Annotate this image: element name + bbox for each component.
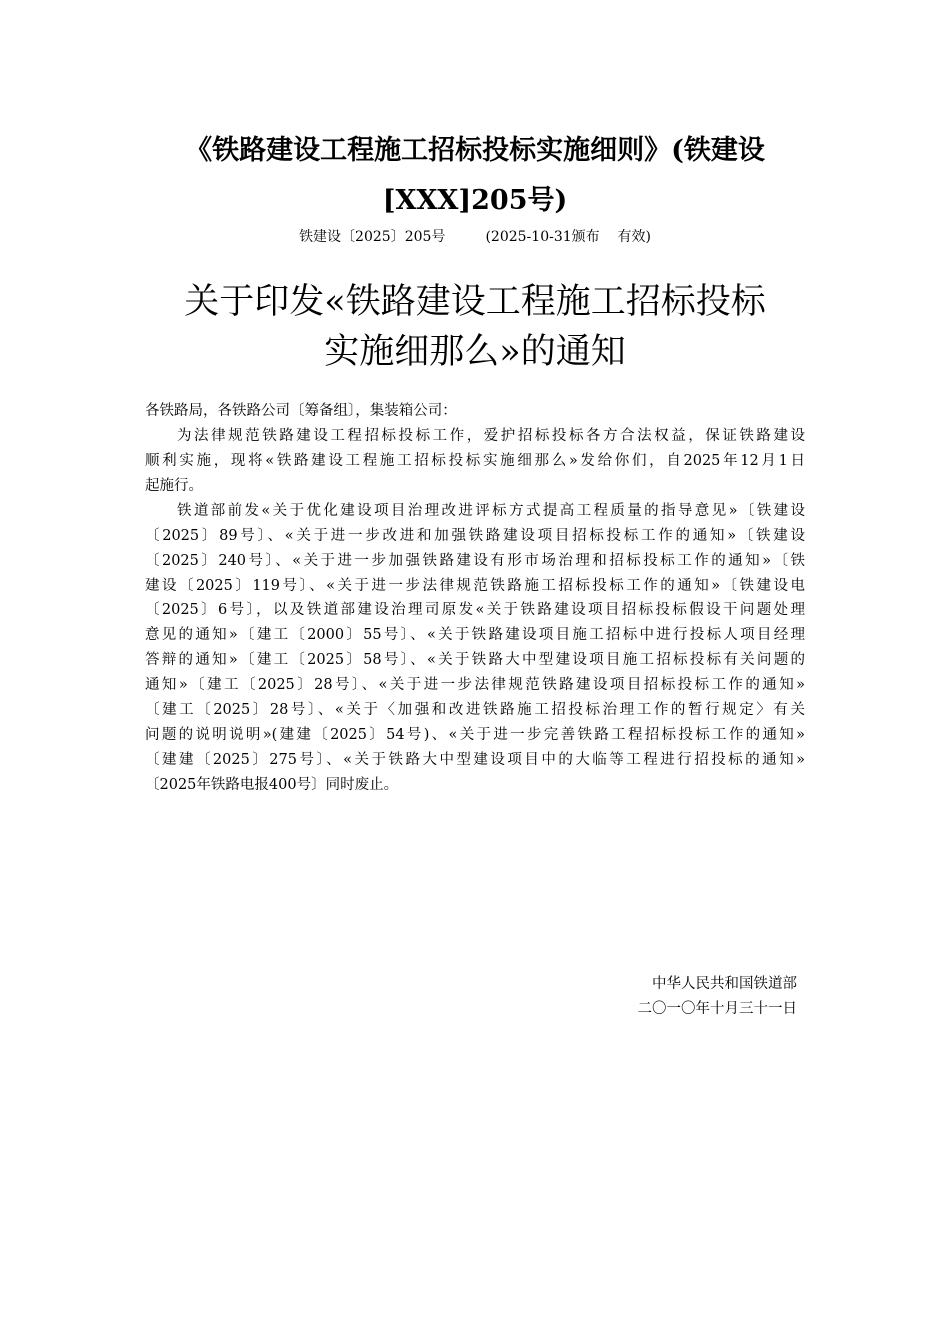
paragraph-2-line: 〔2025〕89号〕、«关于进一步改进和加强铁路建设项目招标投标工作的通知»〔铁建设 [145,528,805,544]
paragraph-2-line: 建设〔2025〕119号〕、«关于进一步法律规范铁路施工招标投标工作的通知»〔铁建设电 [145,578,805,594]
paragraph-2-line: 〔建工〔2025〕28号〕、«关于〈加强和改进铁路施工招投标治理工作的暂行规定〉有关 [145,702,805,718]
paragraph-2-line: 〔建建〔2025〕275号〕、«关于铁路大中型建设项目中的大临等工程进行招投标的通知» [145,752,805,768]
paragraph-2-line: 通知»〔建工〔2025〕28号〕、«关于进一步法律规范铁路建设项目招标投标工作的通知» [145,677,805,693]
signature-issuer: 中华人民共和国铁道部 [652,976,797,992]
document-title-line-2: [XXX]205号) [382,185,568,216]
notice-title-line-2: 实施细那么»的通知 [324,332,626,372]
paragraph-2-line: 答辩的通知»〔建工〔2025〕58号〕、«关于铁路大中型建设项目施工招标投标有关问题的 [145,652,805,668]
paragraph-1-line: 为法律规范铁路建设工程招标投标工作，爱护招标投标各方合法权益，保证铁路建设 [177,428,805,444]
paragraph-2-line: 〔2025〕6号〕，以及铁道部建设治理司原发«关于铁路建设项目招标投标假设干问题处理 [145,602,805,618]
paragraph-2-line: 铁道部前发«关于优化建设项目治理改进评标方式提高工程质量的指导意见»〔铁建设 [177,503,805,519]
notice-title-line-1: 关于印发«铁路建设工程施工招标投标 [184,282,766,322]
document-title-line-1: 《铁路建设工程施工招标投标实施细则》(铁建设 [185,135,765,166]
signature-date: 二〇一〇年十月三十一日 [637,1001,797,1017]
paragraph-2-line: 〔2025年铁路电报400号〕同时废止。 [145,777,399,793]
document-meta: 铁建设〔2025〕205号 (2025-10-31颁布 有效) [299,229,651,245]
paragraph-1-line: 顺利实施，现将«铁路建设工程施工招标投标实施细那么»发给你们，自2025年12月1日 [145,453,805,469]
salutation: 各铁路局，各铁路公司〔筹备组〕，集装箱公司： [145,403,457,419]
paragraph-1-line: 起施行。 [145,478,203,494]
paragraph-2-line: 问题的说明说明»(建建〔2025〕54号)、«关于进一步完善铁路工程招标投标工作的通知» [145,727,805,743]
paragraph-2-line: 意见的通知»〔建工〔2000〕55号〕、«关于铁路建设项目施工招标中进行投标人项目经理 [145,627,805,643]
paragraph-2-line: 〔2025〕240号〕、«关于进一步加强铁路建设有形市场治理和招标投标工作的通知»〔铁 [145,553,805,569]
